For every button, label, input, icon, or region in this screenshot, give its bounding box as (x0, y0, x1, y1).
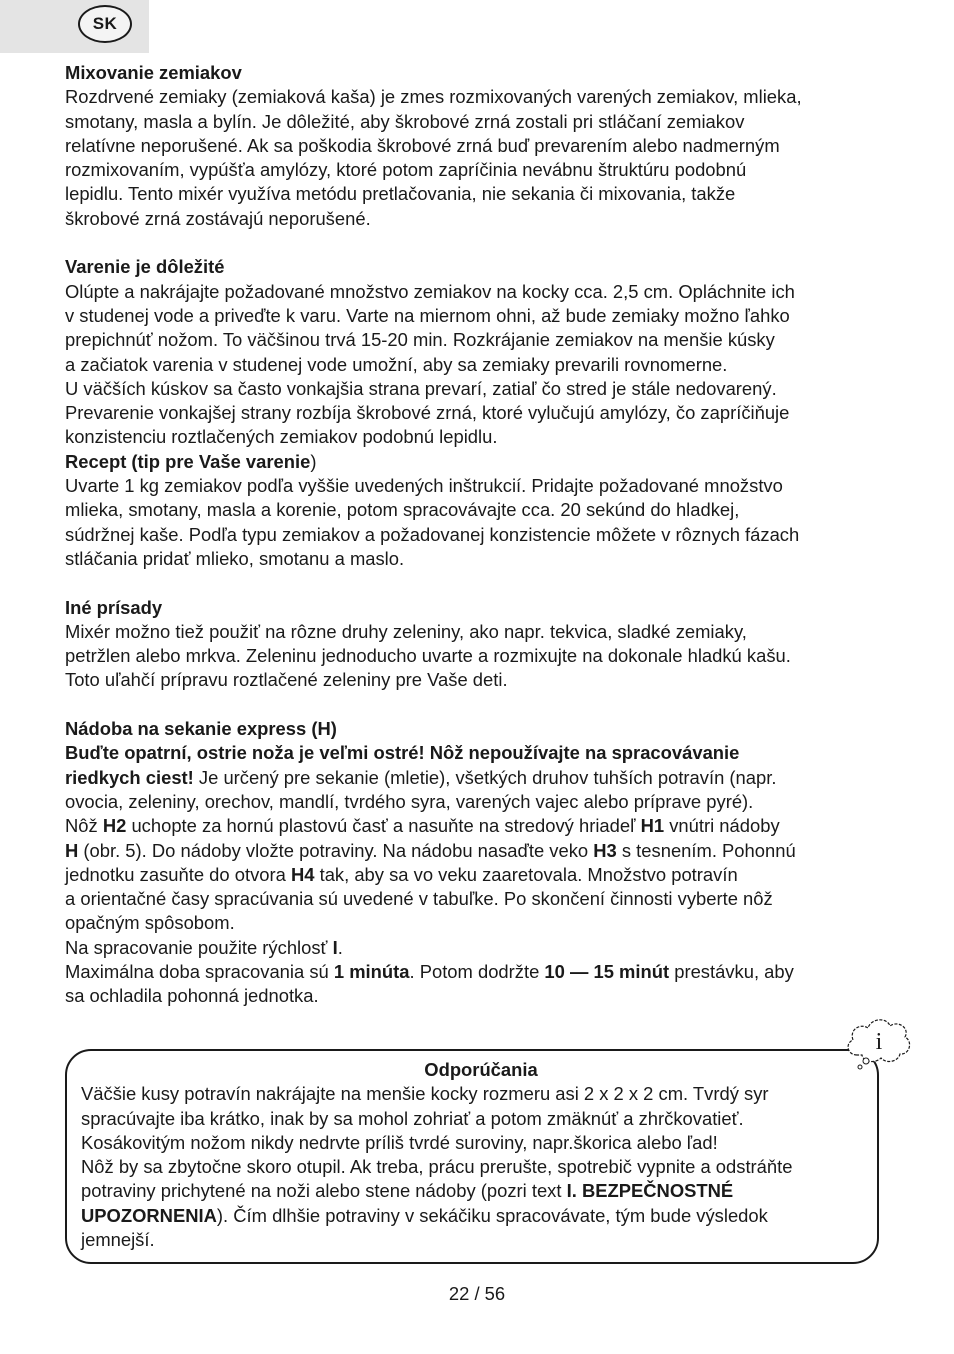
main-content (65, 61, 895, 1009)
section-heading: Varenie je dôležité (65, 256, 225, 278)
note-line: potraviny prichytené na noži alebo stene nádoby (pozri text I. BEZPEČNOSTNÉ (81, 1180, 734, 1202)
body-line: Prevarenie vonkajšej strany rozbíja škrobové zrná, ktoré vylučujú amylózy, čo zapríčiňuje (65, 402, 790, 424)
body-line: konzistenciu roztlačených zemiakov podobnú lepidlu. (65, 426, 498, 448)
section-heading: Mixovanie zemiakov (65, 62, 242, 83)
body-line: Nôž H2 uchopte za hornú plastovú časť a nasuňte na stredový hriadeľ H1 vnútri nádoby (65, 815, 780, 837)
body-line: rozmixovaním, vypúšťa amylózy, ktoré potom zapríčinia nevábnu štruktúru podobnú (65, 159, 747, 181)
recommendations-box (65, 1049, 879, 1264)
body-line: opačným spôsobom. (65, 912, 235, 934)
body-line: Olúpte a nakrájajte požadované množstvo zemiakov na kocky cca. 2,5 cm. Opláchnite ich (65, 280, 795, 302)
note-line: jemnejší. (81, 1229, 155, 1251)
note-line: UPOZORNENIA). Čím dlhšie potraviny v sekáčiku spracovávate, tým bude výsledok (81, 1204, 768, 1226)
language-tab (0, 0, 149, 53)
section-cooking (65, 255, 895, 449)
body-line: Mixér možno tiež použiť na rôzne druhy zeleniny, ako napr. tekvica, sladké zemiaky, (65, 620, 747, 642)
body-line: Uvarte 1 kg zemiakov podľa vyššie uvedených inštrukcií. Pridajte požadované množstvo (65, 475, 783, 497)
body-line: škrobové zrná zostávajú neporušené. (65, 207, 371, 229)
body-line: sa ochladila pohonná jednotka. (65, 985, 319, 1007)
section-other-ingredients (65, 596, 895, 693)
section-heading: Recept (tip pre Vaše varenie) (65, 450, 317, 472)
body-line: súdržnej kaše. Podľa typu zemiakov a požadovanej konzistencie môžete v rôznych fázach (65, 523, 800, 545)
body-line: a orientačné časy spracúvania sú uvedené v tabuľke. Po skončení činnosti vyberte nôž (65, 888, 773, 910)
body-line: stláčania pridať mlieko, smotanu a maslo. (65, 547, 405, 569)
note-line: spracúvajte iba krátko, inak by sa mohol zohriať a potom zmäknúť a zhrčkovatieť. (81, 1107, 744, 1129)
body-line: v studenej vode a priveďte k varu. Varte na miernom ohni, až bude zemiaky možno ľahko (65, 304, 790, 326)
info-cloud-icon (843, 1015, 913, 1073)
section-heading: Iné prísady (65, 596, 163, 618)
body-line: petržlen alebo mrkva. Zeleninu jednoducho uvarte a rozmixujte na dokonale hladkú kašu. (65, 645, 791, 667)
body-line: Na spracovanie použite rýchlosť I. (65, 936, 343, 958)
section-chopper (65, 717, 895, 1009)
section-heading: Nádoba na sekanie express (H) (65, 718, 337, 740)
body-line: H (obr. 5). Do nádoby vložte potraviny. Na nádobu nasaďte veko H3 s tesnením. Pohonnú (65, 839, 796, 861)
body-line: mlieka, smotany, masla a korenie, potom spracovávajte cca. 20 sekúnd do hladkej, (65, 499, 740, 521)
section-recipe (65, 450, 895, 571)
body-line: Maximálna doba spracovania sú 1 minúta. Potom dodržte 10 — 15 minút prestávku, aby (65, 960, 794, 982)
section-mixing (65, 61, 895, 231)
recommendations-title: Odporúčania (424, 1059, 538, 1080)
body-line: prepichnúť nožom. To väčšinou trvá 15-20 min. Rozkrájanie zemiakov na menšie kúsky (65, 329, 775, 351)
info-glyph: i (875, 1029, 883, 1055)
body-line: ovocia, zeleniny, orechov, mandlí, tvrdého syra, varených vajec alebo príprave pyré). (65, 790, 754, 812)
body-line: lepidlu. Tento mixér využíva metódu pretlačovania, nie sekania či mixovania, takže (65, 183, 736, 205)
body-line: relatívne neporušené. Ak sa poškodia škrobové zrná buď prevarením alebo nadmerným (65, 134, 780, 156)
body-line: Rozdrvené zemiaky (zemiaková kaša) je zmes rozmixovaných varených zemiakov, mlieka, (65, 86, 802, 108)
body-line: a začiatok varenia v studenej vode umožní, aby sa zemiaky prevarili rovnomerne. (65, 353, 728, 375)
body-line: smotany, masla a bylín. Je dôležité, aby škrobové zrná zostali pri stláčaní zemiakov (65, 110, 745, 132)
note-line: Väčšie kusy potravín nakrájajte na menšie kocky rozmeru asi 2 x 2 x 2 cm. Tvrdý syr (81, 1083, 769, 1105)
language-badge: SK (78, 5, 132, 43)
body-line: riedkych ciest! Je určený pre sekanie (mletie), všetkých druhov tuhších potravín (napr. (65, 766, 777, 788)
note-line: Nôž by sa zbytočne skoro otupil. Ak treba, prácu prerušte, spotrebič vypnite a odstráňte (81, 1156, 793, 1178)
page-number: 22 / 56 (448, 1283, 506, 1304)
body-line: Toto uľahčí prípravu roztlačené zeleniny pre Vaše deti. (65, 669, 508, 691)
body-line: U väčších kúskov sa často vonkajšia strana prevarí, zatiaľ čo stred je stále nedovarený. (65, 377, 777, 399)
note-line: Kosákovitým nožom nikdy nedrvte príliš tvrdé suroviny, napr.škorica alebo ľad! (81, 1131, 718, 1153)
warning-line: Buďte opatrní, ostrie noža je veľmi ostré! Nôž nepoužívajte na spracovávanie (65, 742, 740, 764)
body-line: jednotku zasuňte do otvora H4 tak, aby sa vo veku zaaretovala. Množstvo potravín (65, 863, 738, 885)
